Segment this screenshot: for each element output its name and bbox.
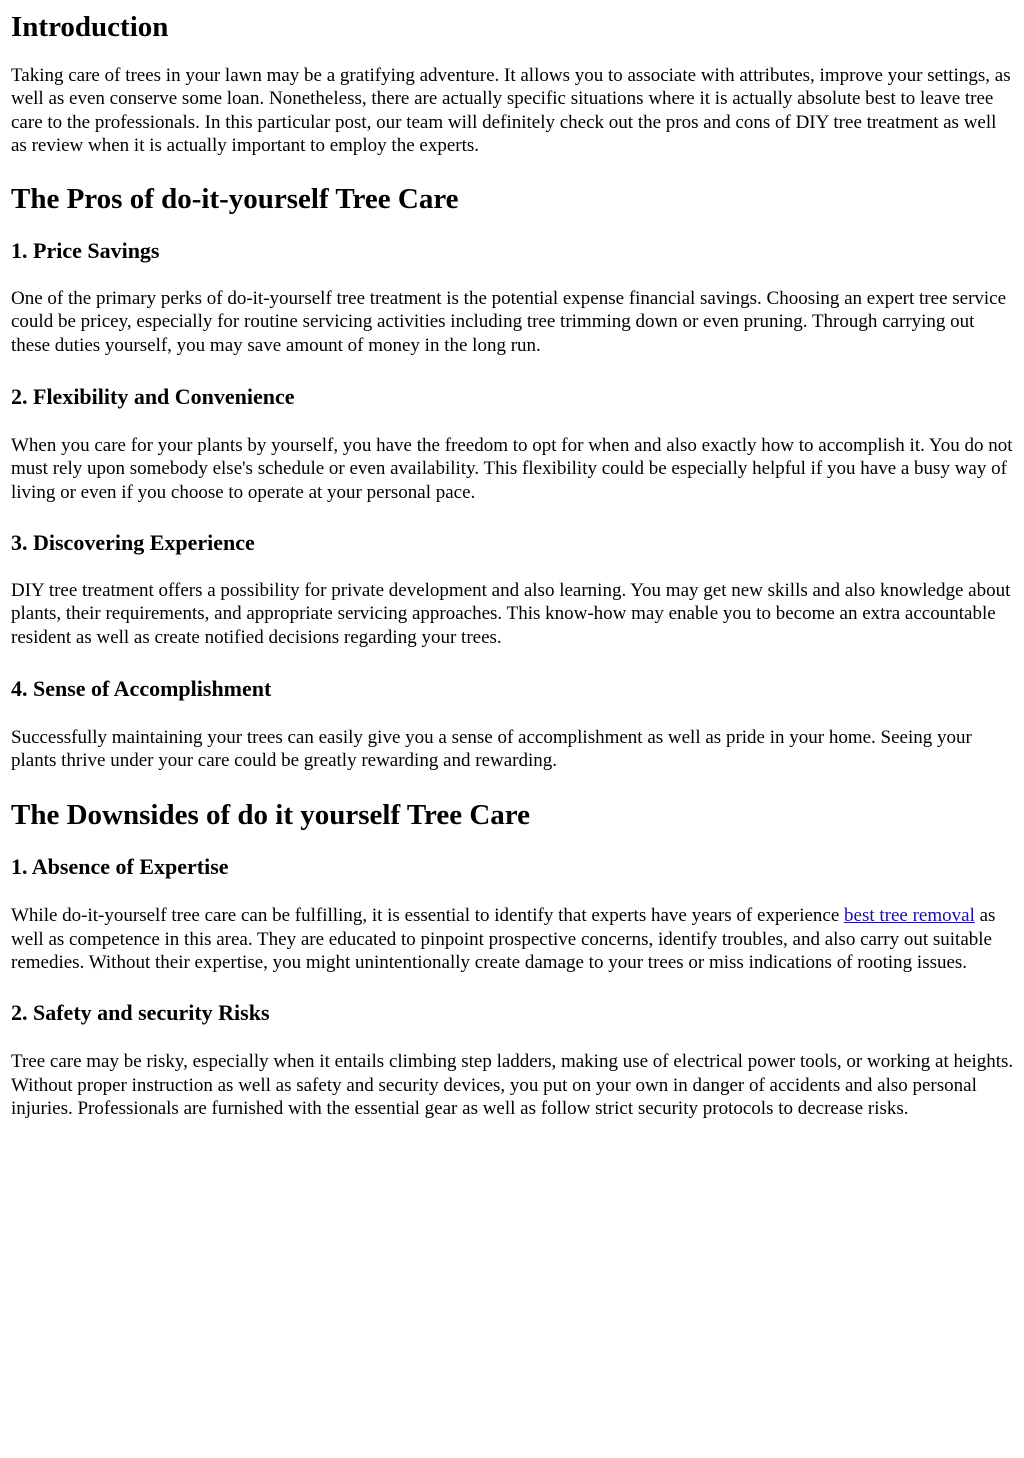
article [0,10,1024,1120]
cons-expertise-text-before: While do-it-yourself tree care can be fulfilling, it is essential to identify that experts have years of experience [11,905,845,927]
introduction-paragraph: Taking care of trees in your lawn may be a gratifying adventure. It allows you to associate with attributes, improve your settings, as well as even conserve some loan. Nonetheless, there are actually specific situations where it is actually absolute best to leave tree care to the professionals. In this particular post, our team will definitely check out the pros and cons of DIY tree treatment as well as review when it is actually important to employ the experts. [11,65,1011,156]
cons-safety-paragraph: Tree care may be risky, especially when it entails climbing step ladders, making use of electrical power tools, or working at heights. Without proper instruction as well as safety and security devices, you put on your own in danger of accidents and also personal injuries. Professionals are furnished with the essential gear as well as follow strict security protocols to decrease risks. [11,1051,1014,1119]
cons-expertise-text-after: as well as competence in this area. They are educated to pinpoint prospective concerns, identify troubles, and also carry out suitable remedies. Without their expertise, you might unintentionally create damage to your trees or miss indications of rooting issues. [11,905,996,974]
pros-learning-heading: 3. Discovering Experience [11,529,255,555]
pros-price-savings-heading: 1. Price Savings [11,238,160,264]
best-tree-removal-link[interactable]: best tree removal [844,905,975,927]
pros-price-savings-paragraph: One of the primary perks of do-it-yourself tree treatment is the potential expense financial savings. Choosing an expert tree service could be pricey, especially for routine servicing activities including tree trimming down or even pruning. Through carrying out these duties yourself, you may save amount of money in the long run. [11,288,1007,356]
pros-learning-paragraph: DIY tree treatment offers a possibility for private development and also learning. You may get new skills and also knowledge about plants, their requirements, and appropriate servicing approaches. This know-how may enable you to become an extra accountable resident as well as create notified decisions regarding your trees. [11,579,1011,648]
pros-flexibility-paragraph: When you care for your plants by yourself, you have the freedom to opt for when and also exactly how to accomplish it. You do not must rely upon somebody else's schedule or even availability. This flexibility could be especially helpful if you have a busy way of living or even if you choose to operate at your personal pace. [11,435,1013,503]
pros-flexibility-heading: 2. Flexibility and Convenience [11,384,295,410]
cons-expertise-paragraph [11,904,1014,974]
pros-accomplishment-heading: 4. Sense of Accomplishment [11,675,272,701]
cons-section-heading: The Downsides of do it yourself Tree Care [11,799,531,832]
pros-section-heading: The Pros of do-it-yourself Tree Care [11,183,459,216]
introduction-heading: Introduction [11,11,169,43]
cons-safety-heading: 2. Safety and security Risks [11,1000,270,1026]
cons-expertise-heading: 1. Absence of Expertise [11,854,229,880]
pros-accomplishment-paragraph: Successfully maintaining your trees can easily give you a sense of accomplishment as well as pride in your home. Seeing your plants thrive under your care could be greatly rewarding and rewarding. [11,726,972,772]
